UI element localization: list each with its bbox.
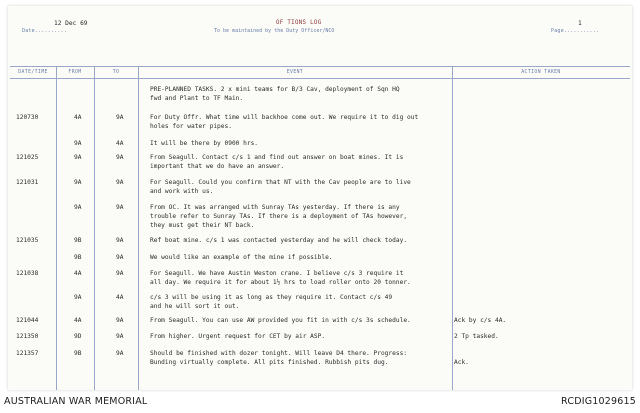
table-row-from: 9A bbox=[74, 204, 82, 211]
column-header-to: TO bbox=[112, 70, 120, 75]
table-row-event: For Seagull. Could you confirm that NT with the Cav people are to live and work with us. bbox=[150, 179, 411, 195]
table-row-event: Should be finished with dozer tonight. Will leave D4 there. Progress: Bunding virtually complete. All pits finished. Rubbish pits dug. bbox=[150, 350, 408, 366]
table-row-from: 4A bbox=[74, 270, 82, 277]
table-row-event: For Duty Offr. What time will backhoe come out. We require it to dig out holes for water pipes. bbox=[150, 114, 419, 130]
table-row-event: From higher. Urgent request for CET by air ASP. bbox=[150, 333, 326, 340]
table-row-from: 9B bbox=[74, 237, 82, 244]
table-row-time: 121044 bbox=[16, 317, 39, 324]
table-row-to: 9A bbox=[116, 179, 124, 186]
table-row-event: PRE-PLANNED TASKS. 2 x mini teams for B/3 Cav, deployment of Sqn HQ fwd and Plant to TF Main. bbox=[150, 86, 400, 102]
table-row-event: We would like an example of the mine if possible. bbox=[150, 254, 333, 261]
column-divider bbox=[138, 66, 139, 390]
table-row-from: 9D bbox=[74, 333, 82, 340]
table-row-from: 9A bbox=[74, 294, 82, 301]
table-row-to: 9A bbox=[116, 204, 124, 211]
table-row-time: 121025 bbox=[16, 154, 39, 161]
header-page-label: Page........... bbox=[551, 28, 600, 34]
table-row-to: 9A bbox=[116, 350, 124, 357]
table-row-to: 9A bbox=[116, 333, 124, 340]
table-row-to: 9A bbox=[116, 317, 124, 324]
table-row-action: Ack. bbox=[454, 359, 469, 366]
header-page-value: 1 bbox=[578, 20, 582, 27]
table-row-from: 9A bbox=[74, 140, 82, 147]
log-sheet bbox=[8, 6, 632, 390]
table-row-time: 121035 bbox=[16, 237, 39, 244]
table-row-to: 9A bbox=[116, 154, 124, 161]
footer-record-id: RCDIG1029615 bbox=[561, 396, 636, 407]
table-row-to: 4A bbox=[116, 140, 124, 147]
table-row-from: 4A bbox=[74, 317, 82, 324]
table-row-to: 9A bbox=[116, 254, 124, 261]
table-row-event: Ref boat mine. c/s 1 was contacted yesterday and he will check today. bbox=[150, 237, 408, 244]
table-row-to: 9A bbox=[116, 114, 124, 121]
column-divider bbox=[452, 66, 453, 390]
header-date-label: Date.......... bbox=[22, 28, 67, 34]
column-header-from: FROM bbox=[68, 70, 82, 75]
column-divider bbox=[56, 66, 57, 390]
table-row-action: 2 Tp tasked. bbox=[454, 333, 499, 340]
table-row-event: From OC. It was arranged with Sunray TAs yesterday. If there is any trouble refer to Sunray TAs. If there is a deployment of TAs however, they must get their NT back. bbox=[150, 204, 408, 229]
table-row-event: It will be there by 0900 hrs. bbox=[150, 140, 259, 147]
table-row-from: 9A bbox=[74, 154, 82, 161]
table-row-from: 9B bbox=[74, 254, 82, 261]
header-rule-top bbox=[10, 66, 630, 67]
header-rule-bottom bbox=[10, 78, 630, 79]
table-row-event: From Seagull. You can use AW provided you fit in with c/s 3s schedule. bbox=[150, 317, 411, 324]
table-row-from: 9A bbox=[74, 179, 82, 186]
page-title: OF TIONS LOG bbox=[276, 20, 322, 26]
table-row-event: For Seagull. We have Austin Weston crane. I believe c/s 3 require it all day. We require it for about 1½ hrs to load roller onto 20 tonner. bbox=[150, 270, 411, 286]
table-row-to: 4A bbox=[116, 294, 124, 301]
table-row-time: 121038 bbox=[16, 270, 39, 277]
table-row-time: 121031 bbox=[16, 179, 39, 186]
footer-archive-name: AUSTRALIAN WAR MEMORIAL bbox=[4, 396, 148, 407]
table-row-from: 9B bbox=[74, 350, 82, 357]
table-row-to: 9A bbox=[116, 270, 124, 277]
column-header-datetime: DATE/TIME bbox=[18, 70, 48, 75]
table-row-time: 121357 bbox=[16, 350, 39, 357]
page-subtitle: To be maintained by the Duty Officer/NCO bbox=[214, 28, 335, 34]
table-row-time: 121350 bbox=[16, 333, 39, 340]
header-date-value: 12 Dec 69 bbox=[54, 20, 88, 27]
table-row-event: From Seagull. Contact c/s 1 and find out answer on boat mines. It is important that we do have an answer. bbox=[150, 154, 404, 170]
column-divider bbox=[94, 66, 95, 390]
table-row-to: 9A bbox=[116, 237, 124, 244]
table-row-event: c/s 3 will be using it as long as they require it. Contact c/s 49 and he will sort it out. bbox=[150, 294, 393, 310]
table-row-time: 120730 bbox=[16, 114, 39, 121]
table-row-from: 4A bbox=[74, 114, 82, 121]
column-header-action: ACTION TAKEN bbox=[521, 70, 561, 75]
table-row-action: Ack by c/s 4A. bbox=[454, 317, 507, 324]
column-header-event: EVENT bbox=[286, 70, 304, 75]
